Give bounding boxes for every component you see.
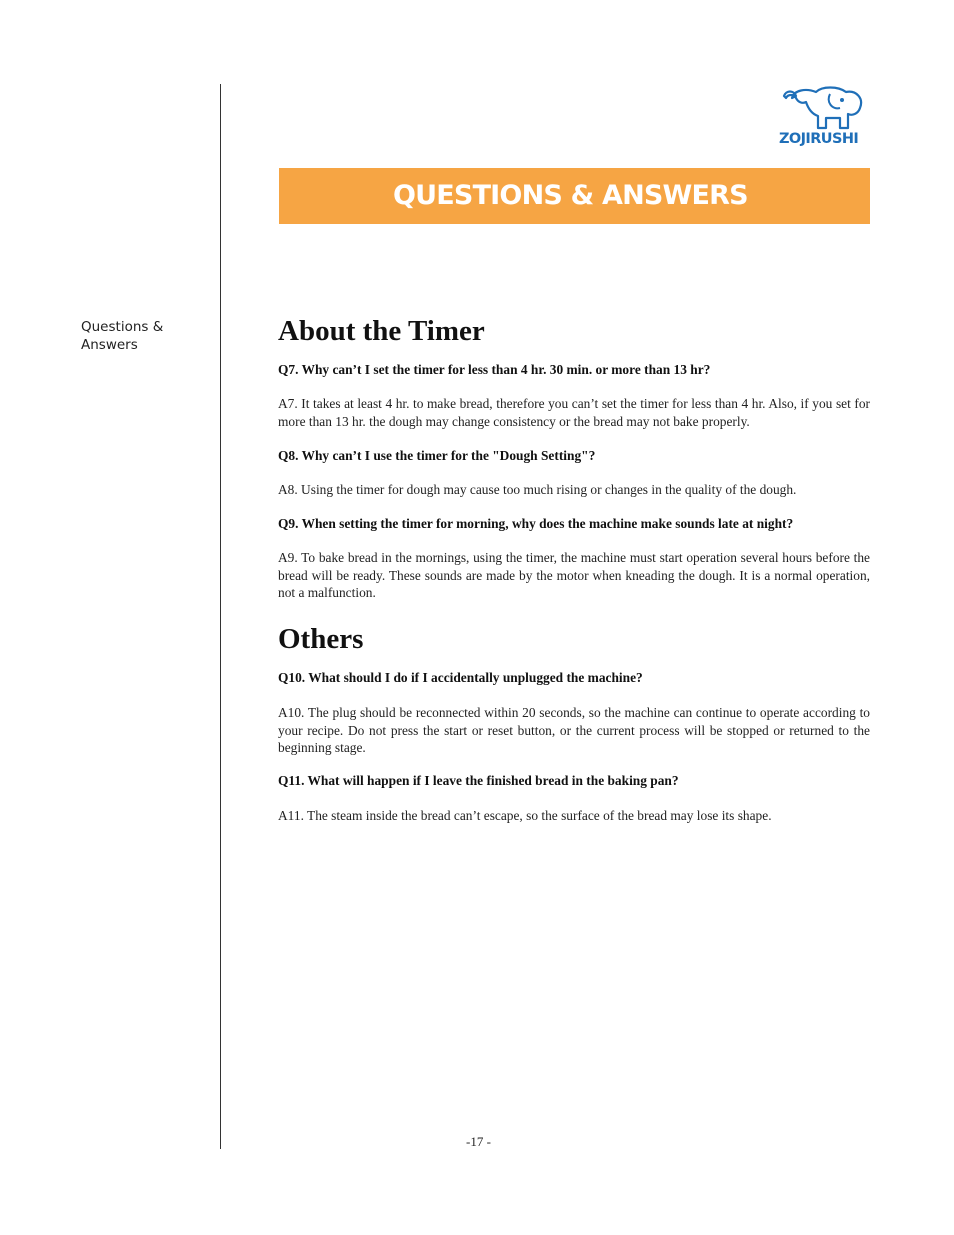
answer-a9: A9. To bake bread in the mornings, using the timer, the machine must start operation several hours before the bread will be ready. These sounds are made by the motor when kneading the dough. It is a normal operation, not a malfunction. xyxy=(278,550,870,600)
question-q10: Q10. What should I do if I accidentally unplugged the machine? xyxy=(278,670,643,685)
answer-a11: A11. The steam inside the bread can’t escape, so the surface of the bread may lose its shape. xyxy=(278,808,772,823)
question-q8: Q8. Why can’t I use the timer for the "Dough Setting"? xyxy=(278,448,596,463)
answer-a10: A10. The plug should be reconnected within 20 seconds, so the machine can continue to operate according to your recipe. Do not press the start or reset button, or the current process will be stopped or returned to the beginning stage. xyxy=(278,705,870,755)
question-q9: Q9. When setting the timer for morning, why does the machine make sounds late at night? xyxy=(278,516,794,531)
page-banner xyxy=(279,168,870,224)
answer-a8: A8. Using the timer for dough may cause too much rising or changes in the quality of the dough. xyxy=(278,482,797,497)
page-number: -17 - xyxy=(466,1134,491,1149)
margin-divider xyxy=(220,84,221,1149)
page-title: QUESTIONS & ANSWERS xyxy=(393,180,748,211)
section-heading-timer: About the Timer xyxy=(278,315,485,347)
answer-a7: A7. It takes at least 4 hr. to make bread, therefore you can’t set the timer for less than 4 hr. Also, if you set for more than 13 hr. the dough may change consistency or the bread may not bake properly. xyxy=(278,396,870,429)
sidebar-section-label: Questions & Answers xyxy=(81,319,164,353)
elephant-icon xyxy=(776,84,870,132)
logo-wordmark: ZOJIRUSHI xyxy=(779,131,859,147)
zojirushi-logo xyxy=(776,84,870,154)
question-q11: Q11. What will happen if I leave the finished bread in the baking pan? xyxy=(278,773,679,788)
question-q7: Q7. Why can’t I set the timer for less than 4 hr. 30 min. or more than 13 hr? xyxy=(278,362,711,377)
section-heading-others: Others xyxy=(278,623,364,655)
